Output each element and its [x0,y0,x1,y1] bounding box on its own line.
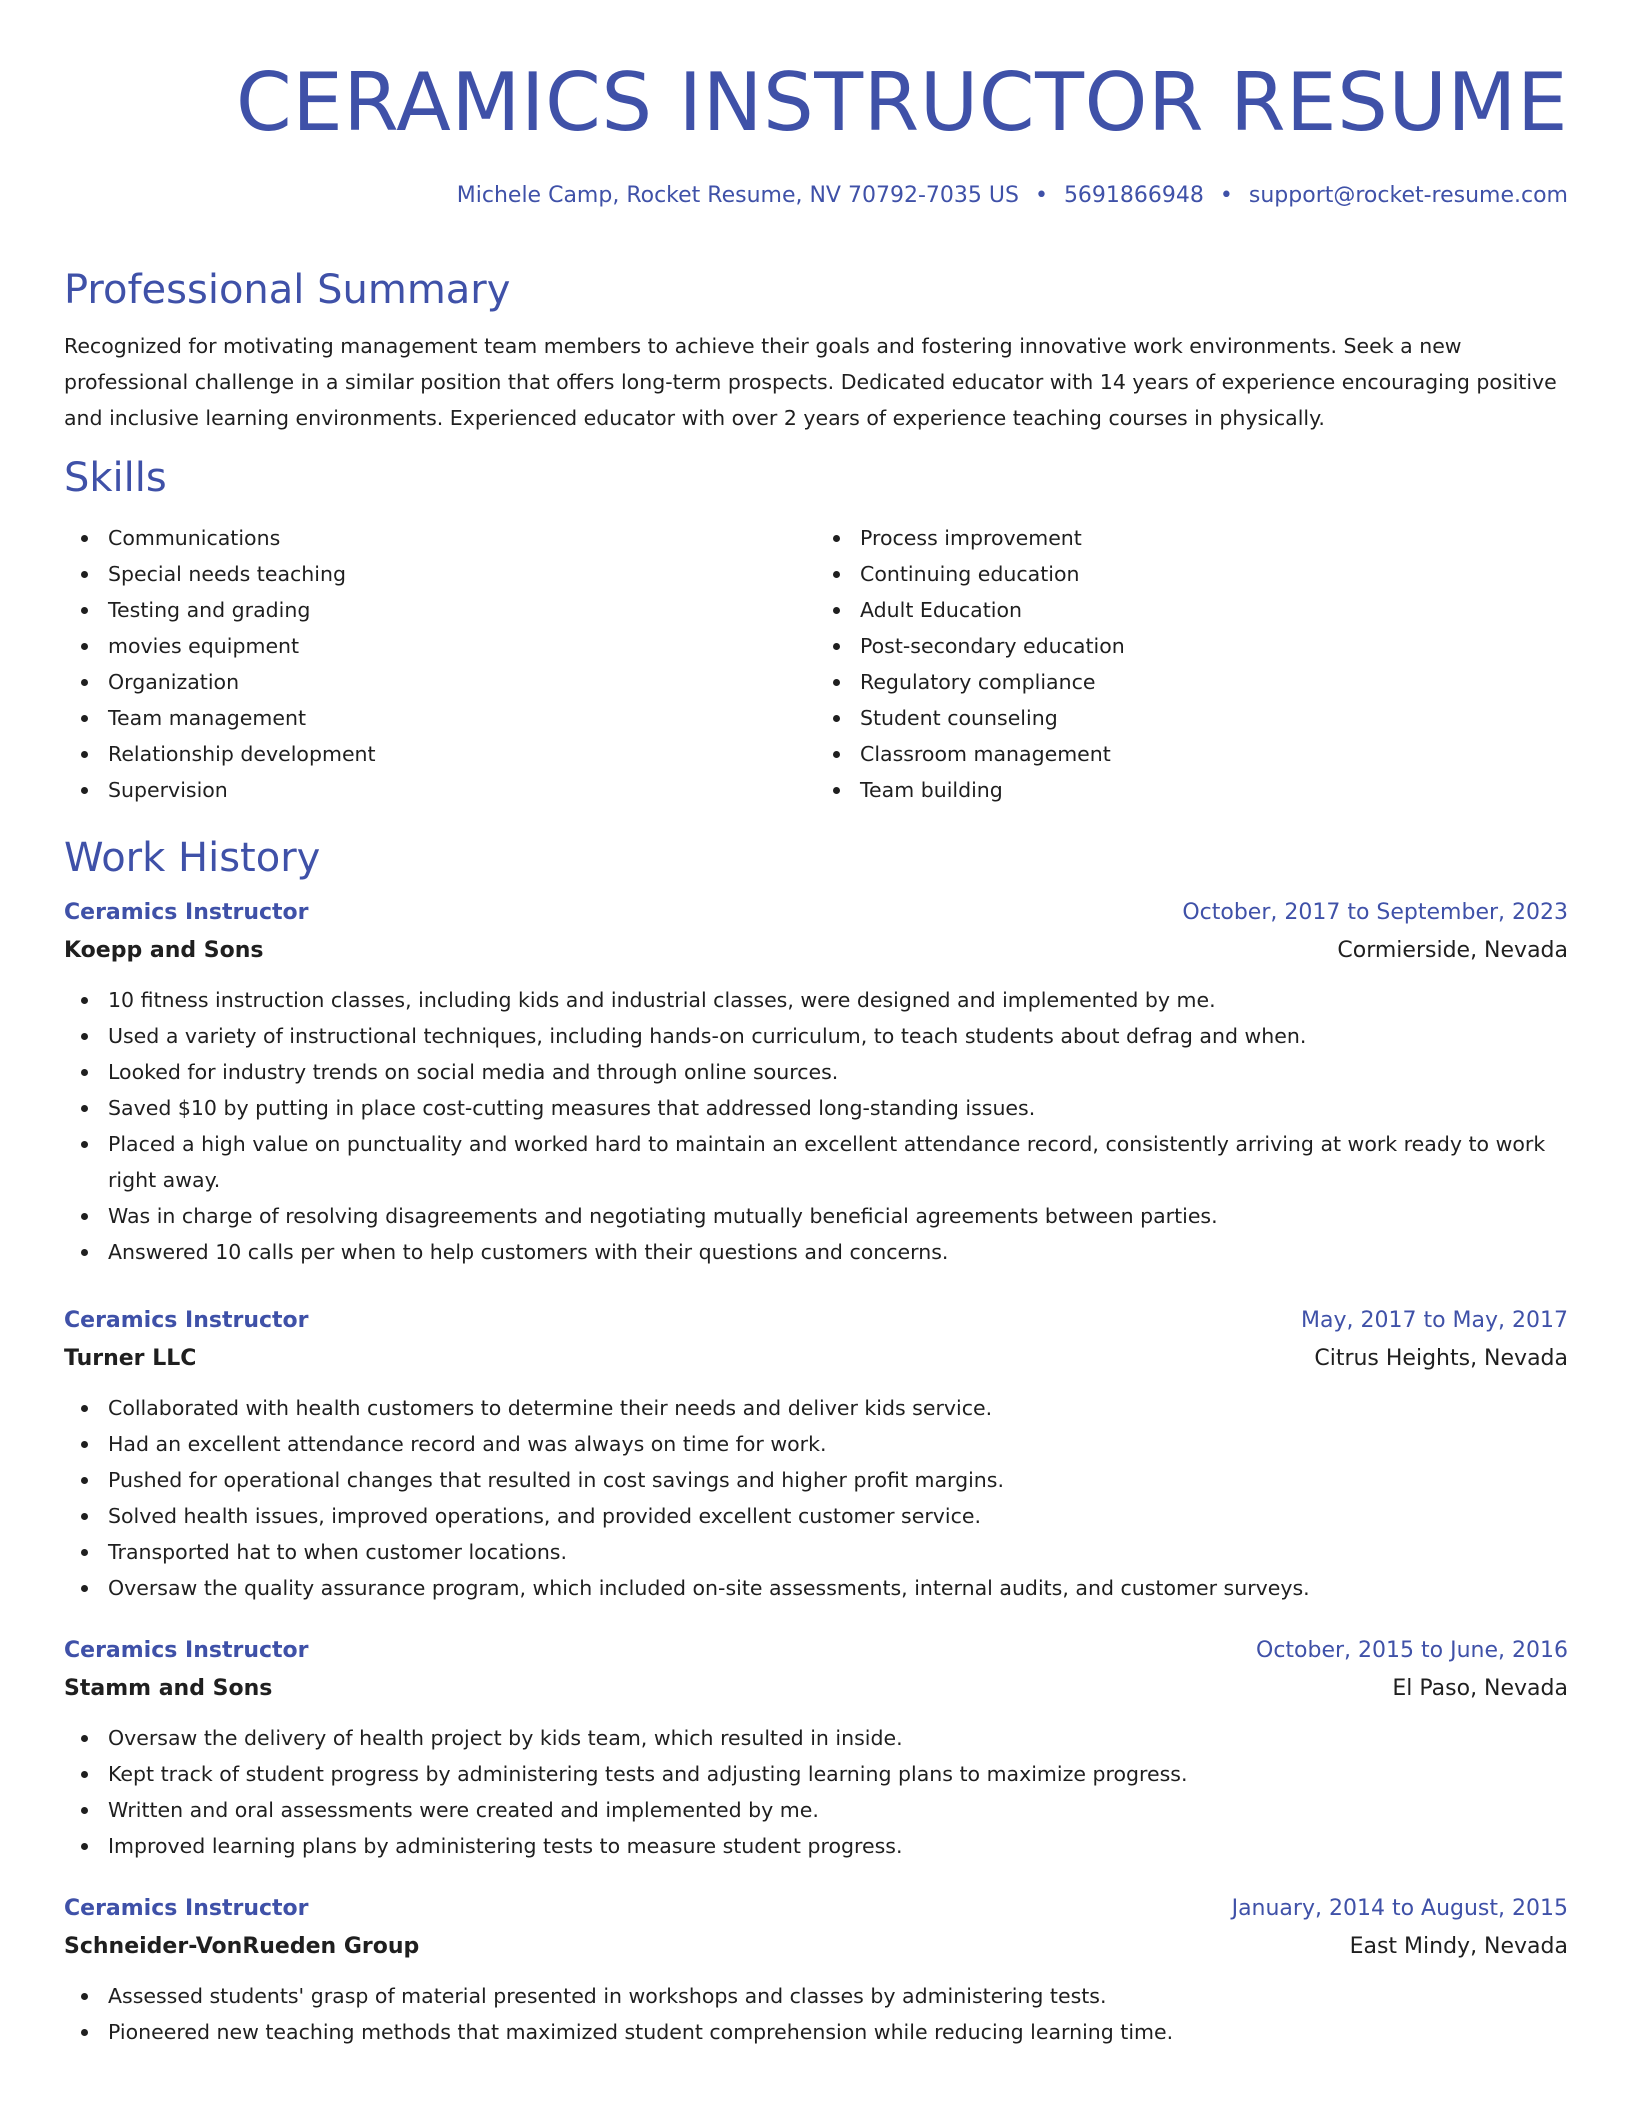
job-company: Stamm and Sons [64,1676,273,1701]
job-bullet: Solved health issues, improved operations, and provided excellent customer service. [64,1498,1568,1534]
job-bullet: 10 fitness instruction classes, including kids and industrial classes, were designed and implemented by me. [64,982,1568,1018]
job-title: Ceramics Instructor [64,1638,309,1663]
work-history-heading: Work History [64,835,321,881]
skill-item: Post-secondary education [816,628,1568,664]
contact-line [457,180,1568,212]
skills-list [64,520,1568,808]
job-bullet: Kept track of student progress by administering tests and adjusting learning plans to maximize progress. [64,1756,1568,1792]
skills-column-left [64,520,816,808]
skill-item: movies equipment [64,628,816,664]
job-bullet: Used a variety of instructional techniques, including hands-on curriculum, to teach students about defrag and when. [64,1018,1568,1054]
job-bullet: Pushed for operational changes that resulted in cost savings and higher profit margins. [64,1462,1568,1498]
job-title-row [64,1632,1568,1670]
skill-item: Organization [64,664,816,700]
skill-item: Adult Education [816,592,1568,628]
job-dates: October, 2017 to September, 2023 [1182,900,1568,925]
job-entry [64,1632,1568,1864]
skill-item: Communications [64,520,816,556]
job-dates: October, 2015 to June, 2016 [1256,1638,1568,1663]
job-bullets [64,982,1568,1270]
job-bullets [64,1978,1568,2050]
job-bullet: Looked for industry trends on social media and through online sources. [64,1054,1568,1090]
job-location: Cormierside, Nevada [1337,938,1568,963]
skill-item: Special needs teaching [64,556,816,592]
contact-email[interactable]: support@rocket-resume.com [1248,183,1568,208]
job-bullet: Oversaw the delivery of health project by kids team, which resulted in inside. [64,1720,1568,1756]
skills-column-right [816,520,1568,808]
skill-item: Classroom management [816,736,1568,772]
job-company-row [64,1928,1568,1966]
job-bullet: Placed a high value on punctuality and worked hard to maintain an excellent attendance record, consistently arriving at work ready to work right away. [64,1126,1568,1198]
skill-item: Testing and grading [64,592,816,628]
summary-heading: Professional Summary [64,267,511,313]
job-location: East Mindy, Nevada [1349,1934,1568,1959]
job-bullet: Oversaw the quality assurance program, which included on-site assessments, internal audits, and customer surveys. [64,1570,1568,1606]
resume-content [64,258,1568,2050]
summary-text: Recognized for motivating management team members to achieve their goals and fostering innovative work environments. Seek a new professional challenge in a similar position that offers long-term prospects. Dedicated educator with 14 years of experience encouraging positive and inclusive learning environments. Experienced educator with over 2 years of experience teaching courses in physically. [64,334,1557,430]
skill-item: Relationship development [64,736,816,772]
skill-item: Regulatory compliance [816,664,1568,700]
job-entry [64,894,1568,1270]
job-bullet: Improved learning plans by administering tests to measure student progress. [64,1828,1568,1864]
job-bullet: Had an excellent attendance record and was always on time for work. [64,1426,1568,1462]
job-bullet: Transported hat to when customer locations. [64,1534,1568,1570]
skill-item: Supervision [64,772,816,808]
job-location: El Paso, Nevada [1392,1676,1568,1701]
job-bullet: Was in charge of resolving disagreements and negotiating mutually beneficial agreements between parties. [64,1198,1568,1234]
job-bullet: Collaborated with health customers to determine their needs and deliver kids service. [64,1390,1568,1426]
skill-item: Continuing education [816,556,1568,592]
job-title: Ceramics Instructor [64,1308,309,1333]
job-company: Turner LLC [64,1346,197,1371]
job-entry [64,1302,1568,1606]
job-company-row [64,1670,1568,1708]
job-title-row [64,1302,1568,1340]
resume-title: CERAMICS INSTRUCTOR RESUME [235,56,1568,149]
job-company: Schneider-VonRueden Group [64,1934,420,1959]
job-title: Ceramics Instructor [64,900,309,925]
job-company: Koepp and Sons [64,938,264,963]
job-bullet: Answered 10 calls per when to help customers with their questions and concerns. [64,1234,1568,1270]
job-company-row [64,932,1568,970]
job-entry [64,1890,1568,2050]
skills-heading: Skills [64,455,167,501]
contact-separator: • [1219,183,1233,208]
job-company-row [64,1340,1568,1378]
job-title-row [64,1890,1568,1928]
skill-item: Student counseling [816,700,1568,736]
job-bullet: Written and oral assessments were created and implemented by me. [64,1792,1568,1828]
job-location: Citrus Heights, Nevada [1314,1346,1568,1371]
job-bullets [64,1720,1568,1864]
skill-item: Team management [64,700,816,736]
skill-item: Process improvement [816,520,1568,556]
job-dates: May, 2017 to May, 2017 [1301,1308,1568,1333]
job-bullet: Assessed students' grasp of material presented in workshops and classes by administering tests. [64,1978,1568,2014]
job-bullet: Pioneered new teaching methods that maximized student comprehension while reducing learning time. [64,2014,1568,2050]
contact-separator: • [1034,183,1048,208]
job-dates: January, 2014 to August, 2015 [1231,1896,1568,1921]
skill-item: Team building [816,772,1568,808]
contact-address: Michele Camp, Rocket Resume, NV 70792-7035 US [456,183,1019,208]
job-title-row [64,894,1568,932]
contact-phone: 5691866948 [1063,183,1204,208]
job-bullets [64,1390,1568,1606]
job-title: Ceramics Instructor [64,1896,309,1921]
job-bullet: Saved $10 by putting in place cost-cutting measures that addressed long-standing issues. [64,1090,1568,1126]
